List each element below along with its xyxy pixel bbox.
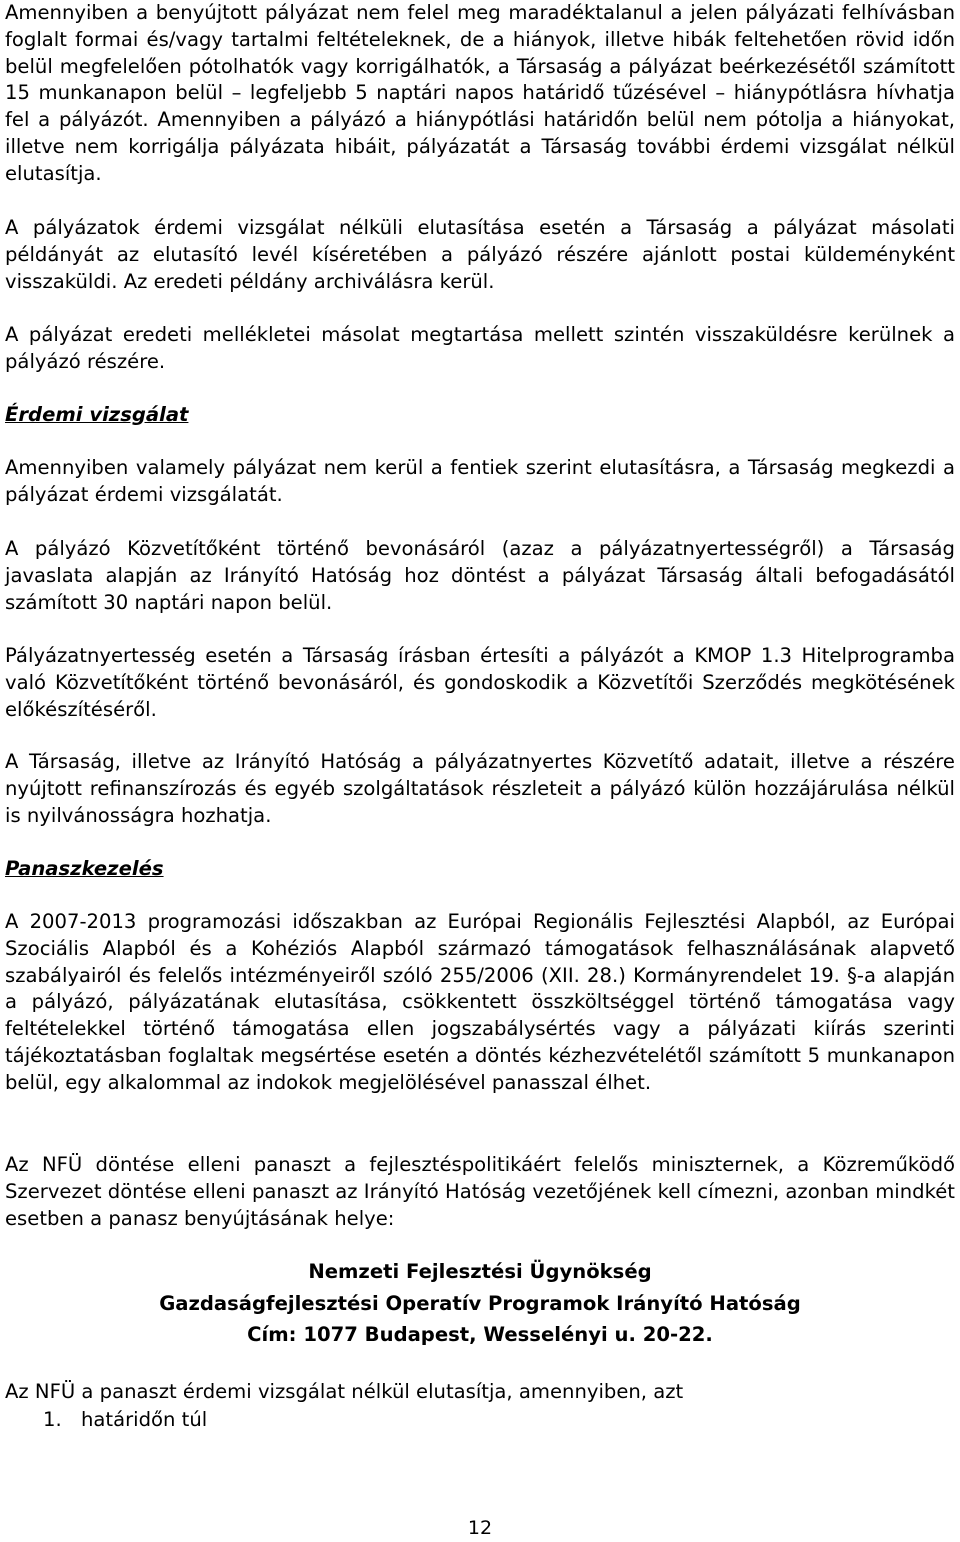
paragraph-elutasitas: A pályázatok érdemi vizsgálat nélküli elutasítása esetén a Társaság a pályázat másolati példányát az elutasító levél kíséretében a pályázó részére ajánlott postai küldeményként visszaküldi. Az eredeti példány archiválásra kerül. (5, 216, 955, 293)
list-item-number: 1. (43, 1408, 62, 1431)
paragraph-elutasitas-okok: Az NFÜ a panaszt érdemi vizsgálat nélkül elutasítja, amennyiben, azt (5, 1380, 684, 1403)
paragraph-panasz-cimzes: Az NFÜ döntése elleni panaszt a fejlesztéspolitikáért felelős miniszternek, a Közreműködő Szervezet döntése elleni panaszt az Irányító Hatóság vezetőjének kell címezni, azonban mindkét esetben a panasz benyújtásának helye: (5, 1153, 955, 1230)
address-block (5, 1256, 955, 1351)
paragraph-erdemi-vizsgalat: Amennyiben valamely pályázat nem kerül a fentiek szerint elutasításra, a Társaság megkezdi a pályázat érdemi vizsgálatát. (5, 456, 955, 506)
paragraph-palyazatnyertesseg: Pályázatnyertesség esetén a Társaság írásban értesíti a pályázót a KMOP 1.3 Hitelprogramba való Közvetítőként történő bevonásáról, és gondoskodik a Közvetítői Szerződés megkötésének előkészítéséről. (5, 644, 955, 721)
page-number: 12 (467, 1517, 493, 1539)
heading-panaszkezeles: Panaszkezelés (5, 857, 164, 880)
paragraph-kozvetito-bevonas: A pályázó Közvetítőként történő bevonásáról (azaz a pályázatnyertességről) a Társaság javaslata alapján az Irányító Hatóság hoz döntést a pályázat Társaság általi befogadásától számított 30 naptári napon belül. (5, 537, 955, 614)
paragraph-hianypotlas: Amennyiben a benyújtott pályázat nem felel meg maradéktalanul a jelen pályázati felhívásban foglalt formai és/vagy tartalmi feltételeknek, de a hiányok, illetve hibák feltehetően rövid időn belül megfelelően pótolhatók vagy korrigálhatók, a Társaság a pályázat beérkezésétől számított 15 munkanapon belül – legfeljebb 5 naptári napos határidő tűzésével – hiánypótlásra hívhatja fel a pályázót. Amennyiben a pályázó a hiánypótlási határidőn belül nem pótolja a hiányokat, illetve nem korrigálja pályázata hibáit, pályázatát a Társaság további érdemi vizsgálat nélkül elutasítja. (5, 1, 955, 185)
heading-erdemi-vizsgalat: Érdemi vizsgálat (5, 403, 189, 426)
address-agency: Nemzeti Fejlesztési Ügynökség (308, 1260, 652, 1283)
list-item (43, 1407, 207, 1434)
paragraph-mellekletek: A pályázat eredeti mellékletei másolat megtartása mellett szintén visszaküldésre kerülnek a pályázó részére. (5, 323, 955, 373)
paragraph-panasz-jogalap: A 2007-2013 programozási időszakban az Európai Regionális Fejlesztési Alapból, az Európai Szociális Alapból és a Kohéziós Alapból származó támogatások felhasználásának alapvető szabályairól és felelős intézményeiről szóló 255/2006 (XII. 28.) Kormányrendelet 19. §-a alapján a pályázó, pályázatának elutasítása, csökkentett összköltséggel történő támogatása vagy feltételekkel történő támogatása ellen jogszabálysértés vagy a pályázati kiírás szerinti tájékoztatásban foglaltak megsértése esetén a döntés kézhezvételétől számított 5 munkanapon belül, egy alkalommal az indokok megjelölésével panasszal élhet. (5, 910, 955, 1094)
list-item-text: határidőn túl (81, 1408, 208, 1431)
paragraph-nyilvanossag: A Társaság, illetve az Irányító Hatóság a pályázatnyertes Közvetítő adatait, illetve a részére nyújtott refinanszírozás és egyéb szolgáltatások részleteit a pályázó külön hozzájárulása nélkül is nyilvánosságra hozhatja. (5, 750, 955, 827)
address-street: Cím: 1077 Budapest, Wesselényi u. 20-22. (247, 1323, 713, 1346)
address-authority: Gazdaságfejlesztési Operatív Programok Irányító Hatóság (159, 1291, 801, 1315)
